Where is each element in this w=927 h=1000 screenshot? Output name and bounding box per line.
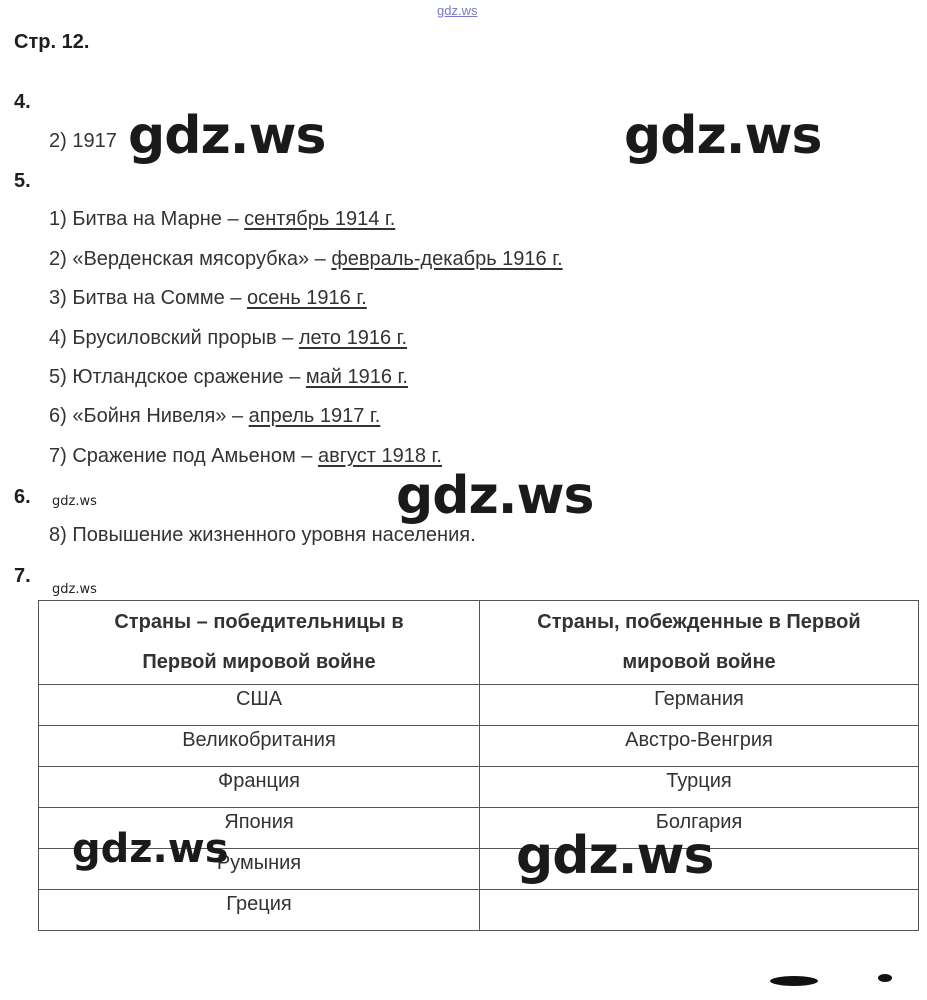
winner-cell: США	[39, 685, 480, 726]
winner-cell: Великобритания	[39, 726, 480, 767]
header-winners-line-2: Первой мировой войне	[142, 651, 376, 673]
table-row	[39, 767, 919, 808]
scan-blot	[878, 974, 892, 982]
q5-item-text: 6) «Бойня Нивеля» –	[49, 405, 249, 427]
q5-item-text: 5) Ютландское сражение –	[49, 366, 306, 388]
watermark-small-2: gdz.ws	[52, 582, 97, 597]
loser-cell	[480, 890, 919, 931]
q5-item-text: 3) Битва на Сомме –	[49, 287, 248, 309]
question-5-number: 5.	[14, 170, 31, 192]
top-watermark: gdz.ws	[437, 3, 478, 18]
table-row	[39, 890, 919, 931]
q5-item-text: 7) Сражение под Амьеном –	[49, 445, 318, 467]
winner-cell: Япония	[39, 808, 480, 849]
header-losers	[480, 601, 919, 685]
watermark-3: gdz.ws	[396, 466, 594, 526]
loser-cell: Германия	[480, 685, 919, 726]
watermark-2: gdz.ws	[624, 106, 822, 166]
table-row	[39, 726, 919, 767]
countries-table	[38, 600, 919, 931]
scan-blot	[770, 976, 818, 986]
q5-item-6	[49, 405, 380, 428]
winner-cell: Греция	[39, 890, 480, 931]
watermark-5: gdz.ws	[516, 826, 714, 886]
header-winners-line-1: Страны – победительницы в	[114, 611, 404, 633]
loser-cell: Турция	[480, 767, 919, 808]
q5-item-1	[49, 208, 395, 231]
question-4-number: 4.	[14, 91, 31, 113]
q5-item-text: 1) Битва на Марне –	[49, 208, 245, 230]
q5-item-answer: февраль-декабрь 1916 г.	[331, 248, 563, 270]
q5-item-answer: май 1916 г.	[305, 366, 408, 388]
q5-item-7	[49, 445, 442, 468]
q5-item-answer: апрель 1917 г.	[248, 405, 381, 427]
q5-item-answer: сентябрь 1914 г.	[244, 208, 396, 230]
question-4-answer: 2) 1917	[49, 130, 117, 152]
q5-item-answer: август 1918 г.	[317, 445, 442, 467]
q5-item-text: 2) «Верденская мясорубка» –	[49, 248, 332, 270]
winner-cell: Румыния	[39, 849, 480, 890]
winner-cell: Франция	[39, 767, 480, 808]
watermark-small-1: gdz.ws	[52, 494, 97, 509]
watermark-4: gdz.ws	[72, 826, 229, 872]
q5-item-5	[49, 366, 408, 389]
question-7-number: 7.	[14, 565, 31, 587]
q5-item-answer: осень 1916 г.	[247, 287, 367, 309]
loser-cell: Болгария	[480, 808, 919, 849]
watermark-1: gdz.ws	[128, 106, 326, 166]
q5-item-answer: лето 1916 г.	[298, 327, 408, 349]
table-header-row	[39, 601, 919, 685]
loser-cell: Австро-Венгрия	[480, 726, 919, 767]
q5-item-text: 4) Брусиловский прорыв –	[49, 327, 299, 349]
q5-item-4	[49, 327, 407, 350]
q5-item-2	[49, 248, 563, 271]
page-label: Стр. 12.	[14, 31, 90, 53]
q5-item-3	[49, 287, 367, 310]
question-6-answer: 8) Повышение жизненного уровня населения.	[49, 524, 476, 546]
question-6-number: 6.	[14, 486, 31, 508]
header-losers-line-2: мировой войне	[622, 651, 776, 673]
table-row	[39, 685, 919, 726]
header-losers-line-1: Страны, побежденные в Первой	[537, 611, 861, 633]
header-winners	[39, 601, 480, 685]
